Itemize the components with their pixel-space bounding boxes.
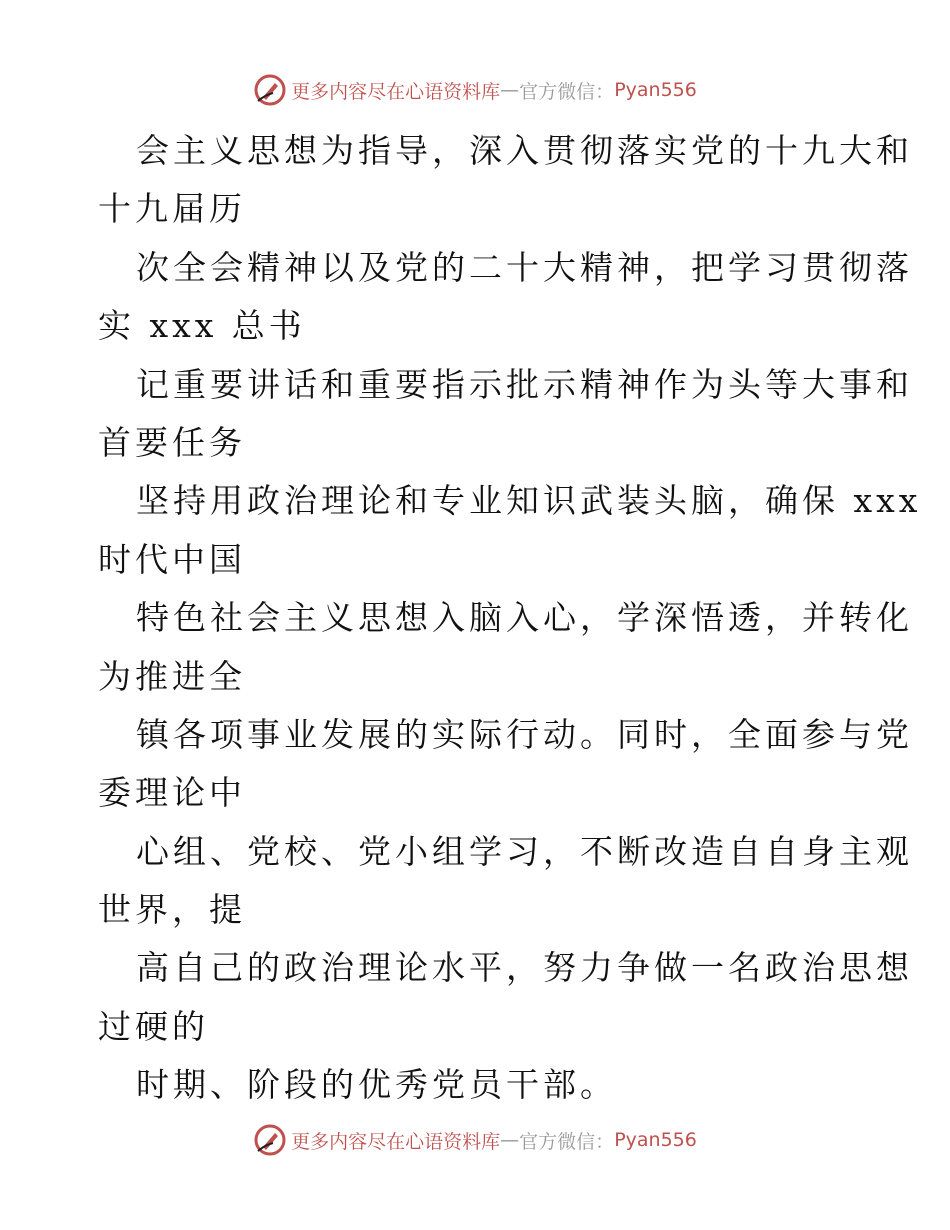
text-line: 为推进全 <box>98 656 246 696</box>
text-line: 实 xxx 总书 <box>98 306 306 346</box>
banner-wechat-label: 官方微信： <box>519 1130 615 1153</box>
banner-wechat-label: 官方微信： <box>519 80 615 103</box>
text-line: 坚持用政治理论和专业知识武装头脑，确保 xxx <box>136 481 922 521</box>
text-line: 镇各项事业发展的实际行动。同时，全面参与党 <box>136 714 913 754</box>
text-line: 会主义思想为指导，深入贯彻落实党的十九大和 <box>136 131 913 170</box>
text-line: 心组、党校、党小组学习，不断改造自自身主观 <box>136 831 913 871</box>
text-line: 高自己的政治理论水平，努力争做一名政治思想 <box>136 948 913 988</box>
pen-nib-logo-icon <box>253 1123 287 1157</box>
text-line: 次全会精神以及党的二十大精神，把学习贯彻落 <box>136 247 913 287</box>
text-line: 时代中国 <box>98 539 246 579</box>
header-banner <box>0 70 950 110</box>
text-line: 记重要讲话和重要指示批示精神作为头等大事和 <box>136 364 913 404</box>
text-line: 特色社会主义思想入脑入心，学深悟透，并转化 <box>136 598 913 638</box>
banner-separator: — <box>500 1129 520 1151</box>
text-line: 世界，提 <box>98 890 246 930</box>
text-line: 十九届历 <box>98 189 246 229</box>
text-line: 委理论中 <box>98 773 246 813</box>
banner-wechat-id: Pyan556 <box>614 79 697 101</box>
text-line: 过硬的 <box>98 1006 209 1046</box>
pen-nib-logo-icon <box>253 73 287 107</box>
text-line: 时期、阶段的优秀党员干部。 <box>136 1065 617 1105</box>
banner-wechat-id: Pyan556 <box>614 1129 697 1151</box>
banner-separator: — <box>500 79 520 101</box>
footer-banner <box>0 1120 950 1160</box>
document-body <box>98 122 922 1115</box>
banner-site-text: 更多内容尽在心语资料库 <box>291 1130 501 1153</box>
banner-site-text: 更多内容尽在心语资料库 <box>291 80 501 103</box>
text-line: 首要任务 <box>98 422 246 462</box>
